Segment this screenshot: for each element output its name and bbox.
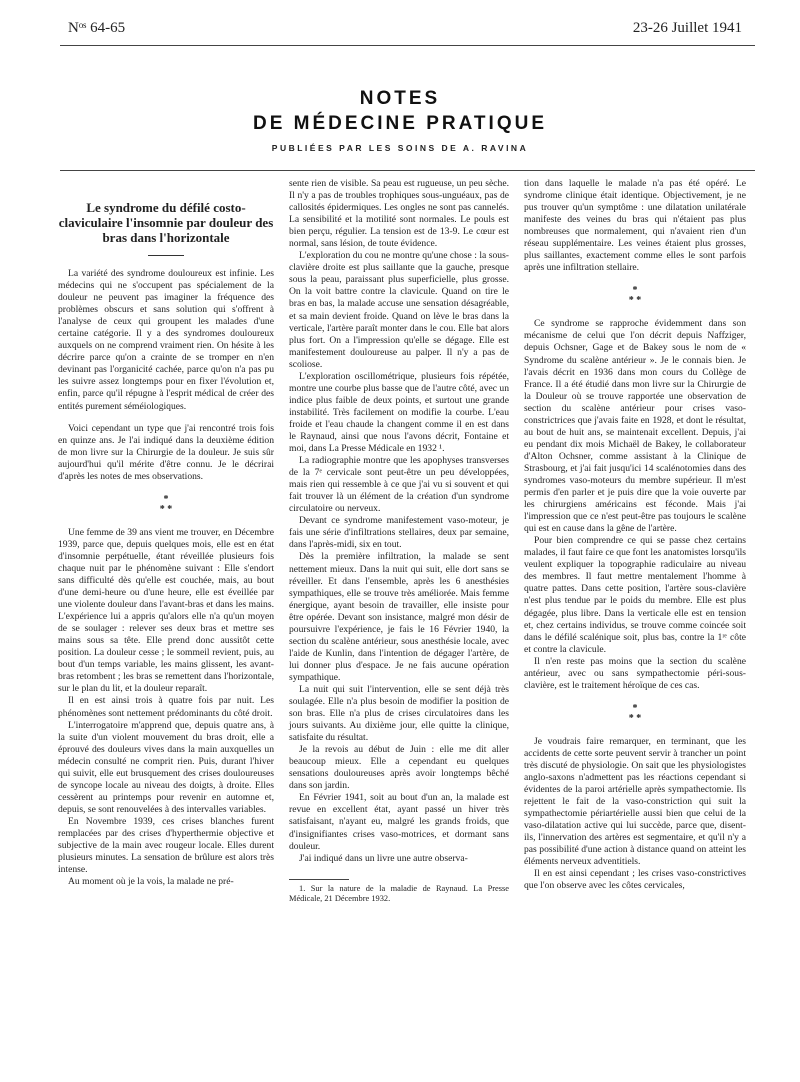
paragraph: Une femme de 39 ans vient me trouver, en Décembre 1939, parce que, depuis quelques mois, elle est en état d'insomnie perpétuelle, étant réveillée plusieurs fois chaque nuit par le phénomène suivant : Elle s'endort sans difficulté dès qu'elle est couchée, mais, au bout d'une demi-heure ou d'une heure, elle est éveillée par une violente douleur dans l'avant-bras et dans les mains. L'expérience lui a appris qu'alors elle n'a qu'un moyen de se soulager : relever ses deux bras et mettre ses mains sous sa tête. Elle prend donc aussitôt cette position. La douleur cesse ; le sommeil revient, puis, au bout d'un temps variable, les mains glissent, les avant-bras retombent ; les bras se remettent dans l'horizontale, sur le plan du lit, et la douleur reparaît.	[58, 526, 274, 695]
paragraph: Il en est ainsi trois à quatre fois par nuit. Les phénomènes sont nettement prédominants du côté droit.	[58, 695, 274, 719]
paragraph: Je voudrais faire remarquer, en terminant, que les accidents de cette sorte peuvent servir à trancher un point très discuté de physiologie. On sait que les physiologistes anglo-saxons n'admettent pas les réactions cependant si évidentes de la paroi artérielle après sympathectomie. Ils rejettent le fait de la vaso-constriction qui suit la sympathectomie périartérielle aussi bien que celui de la vaso-dilatation active qui lui succède, parce que, disent-ils, l'innervation des artères est segmentaire, et qu'il n'y a pas possibilité d'une action à distance quand on atteint les éléments nerveux adventitiels.	[524, 735, 746, 868]
paragraph: sente rien de visible. Sa peau est rugueuse, un peu sèche. Il n'y a pas de troubles trophiques sous-unguéaux, pas de callosités épidermiques. Les ongles ne sont pas cannelés. La sensibilité et la motilité sont normales. Le pouls est bien perçu, régulier. La tension est de 13-9. Le cœur est normal, sans lésion, de toute évidence.	[289, 178, 509, 250]
paragraph: La radiographie montre que les apophyses transverses de la 7ᵉ cervicale sont peut-être un peu développées, mais rien qui ressemble à ce que j'ai vu si souvent et qui fait trouver là un élément de la création d'un syndrome circulatoire ou nerveux.	[289, 455, 509, 515]
paragraph: L'exploration oscillométrique, plusieurs fois répétée, montre une courbe plus basse que de l'autre côté, avec un indice plus faible de deux points, et surtout une grande instabilité. Très facilement on modifie la courbe. L'eau froide et l'eau chaude la changent comme il en est dans le Raynaud, ainsi que nous l'avons décrit, Fontaine et moi, dans La Presse Médicale en 1932 ¹.	[289, 370, 509, 455]
section-subtitle: PUBLIÉES PAR LES SOINS DE A. RAVINA	[271, 143, 529, 153]
paragraph: La nuit qui suit l'intervention, elle se sent déjà très soulagée. Elle n'a plus besoin de modifier la position de son bras. Elle n'a plus de crises circulatoires dans les jours suivants. Au dixième jour, elle quitte la clinique, satisfaite du résultat.	[289, 683, 509, 744]
paragraph: tion dans laquelle le malade n'a pas été opéré. Le syndrome clinique était identique. Objectivement, je ne pus trouver qu'un symptôme : une dilatation unilatérale manifeste des veines du bras qui n'étaient pas plus nombreuses que normalement, qui n'avaient rien d'un réseau supplémentaire. Les veines étaient plus grosses, plus saillantes, exactement comme elles le sont parfois après une infiltration stellaire.	[524, 178, 746, 274]
paragraph: L'interrogatoire m'apprend que, depuis quatre ans, à la suite d'un violent mouvement du bras droit, elle a éprouvé des douleurs vives dans la main auxquelles un médecin consulté ne comprit rien. Puis, durant l'hiver qui suivit, elle eut brusquement des crises douloureuses de syncope locale au niveau des doigts, à droite. Elles cessèrent au printemps pour revenir en automne et, depuis, se sont renouvelées à des intervalles variables.	[58, 719, 274, 815]
column-2	[289, 178, 509, 904]
section-separator: * * *	[628, 702, 642, 724]
paragraph: En Février 1941, soit au bout d'un an, la malade est revue en excellent état, ayant passé un hiver très satisfaisant, n'ayant eu, malgré les grands froids, que d'insignifiantes crises vaso-motrices, et dormant sans douleur.	[289, 792, 509, 852]
section-separator: * * *	[628, 285, 642, 307]
column-1	[58, 178, 274, 888]
paragraph: Dès la première infiltration, la malade se sent nettement mieux. Dans la nuit qui suit, elle dort sans se réveiller. Et dans l'ensemble, après les 6 anesthésies sympathiques, elle se trouve très améliorée. Mais femme énergique, ayant besoin de travailler, elle insiste pour être opérée. Devant son insistance, malgré mon désir de poursuivre l'expérience, je fais le 16 Février 1940, la section du scalène antérieur, sous anesthésie locale, avec l'aide de Kunlin, dans l'intention de dégager l'artère, de lui donner plus d'espace. Je ne fais aucune opération sympathique.	[289, 551, 509, 683]
header-rule	[60, 45, 755, 46]
paragraph: Je la revois au début de Juin : elle me dit aller beaucoup mieux. Elle a cependant eu quelques sensations douloureuses après avoir longtemps bêché dans son jardin.	[289, 744, 509, 792]
paragraph: En Novembre 1939, ces crises blanches furent remplacées par des crises d'hyperthermie objective et subjective de la main avec rougeur locale. Elles durent plusieurs minutes. La sensation de brûlure est alors très intense.	[58, 815, 274, 876]
issue-number: Nᵒˢ 64-65	[68, 20, 126, 36]
paragraph: Ce syndrome se rapproche évidemment dans son mécanisme de celui que l'on décrit depuis Naffziger, depuis Ochsner, Gage et de Bakey sous le nom de « Syndrome du scalène antérieur ». Je le connais bien. Je l'avais décrit en 1936 dans mon cours du Collège de France. Il a été étudié dans mon livre sur la Chirurgie de la Douleur où se trouve rapportée une observation de section du scalène antérieur pour crises vaso-constrictrices que j'avais faite en 1928, et dont le résultat, au bout de huit ans, se maintenait excellent. Depuis, j'ai eu pendant dix mois Michaël de Bakey, le collaborateur d'Alton Ochsner, comme assistant à la Clinique de Strasbourg, et j'ai fait jusqu'ici 14 scalénotomies dans des syndromes vaso-moteurs du membre supérieur. Il m'est permis d'en parler et je puis dire que la voie ouverte par les chirurgiens américains est féconde. Mais j'ai l'impression que ce n'est peut-être pas toujours le scalène qui est en cause dans la gêne de l'artère.	[524, 318, 746, 535]
paragraph: J'ai indiqué dans un livre une autre observa-	[299, 852, 468, 864]
paragraph: Voici cependant un type que j'ai rencontré trois fois en quinze ans. Je l'ai indiqué dans la deuxième édition de mon livre sur la Chirurgie de la douleur. Je suis sûr aujourd'hui qu'il mérite d'être connu. Je le décrirai d'après les notes de mes observations.	[58, 422, 274, 482]
title-underline	[148, 255, 184, 256]
paragraph: Il en est ainsi cependant ; les crises vaso-constrictives que l'on observe avec les côtes cervicales,	[524, 868, 746, 892]
paragraph: Il n'en reste pas moins que la section du scalène antérieur, avec ou sans sympathectomie péri-sous-clavière, est le traitement héroïque de ces cas.	[524, 655, 746, 691]
section-title-line2: DE MÉDECINE PRATIQUE	[252, 113, 547, 134]
section-rule	[60, 170, 755, 171]
article-title: Le syndrome du défilé costo-claviculaire l'insomnie par douleur des bras dans l'horizontale	[58, 200, 274, 245]
paragraph: L'exploration du cou ne montre qu'une chose : la sous-clavière droite est plus saillante que la gauche, presque sous la peau, paraissant plus superficielle, plus grosse. On la voit battre contre la clavicule. Quand on tire le bras en bas, la malade accuse une sensation désagréable, et sa main devient froide. Quand on lève le bras dans la verticale, l'artère paraît monter dans le cou. Elle bat alors plus fort. On a l'impression qu'elle se dégage. Elle est manifestement douloureuse au palper. Il n'y a pas de scoliose.	[289, 250, 509, 370]
footnote-rule	[289, 879, 349, 880]
column-3	[524, 178, 746, 892]
paragraph: La variété des syndrome douloureux est infinie. Les médecins qui ne s'occupent pas spécialement de la douleur ne peuvent pas imaginer la fréquence des problèmes obscurs et sans solution qui s'offrent à l'analyse de ceux qui groupent les malades d'une certaine catégorie. Il y a des syndromes douloureux auxquels on ne comprend vraiment rien. On hésite à les décrire parce qu'on a crainte de se tromper en n'en devinant pas l'organicité cachée, parce qu'on n'a pas pu les suivre assez longtemps pour en fixer l'évolution et, enfin, parce qu'il répugne à l'esprit médical de créer des entités purement séméiologiques.	[58, 268, 274, 412]
section-separator: * * *	[159, 493, 173, 515]
section-title: NOTES	[359, 88, 441, 109]
paragraph: Devant ce syndrome manifestement vaso-moteur, je fais une série d'infiltrations stellaires, deux par semaine, dans l'après-midi, six en tout.	[289, 515, 509, 551]
footnote: 1. Sur la nature de la maladie de Raynaud. La Presse Médicale, 21 Décembre 1932.	[289, 883, 509, 903]
paragraph: Au moment où je la vois, la malade ne pré-	[68, 876, 234, 888]
paragraph: Pour bien comprendre ce qui se passe chez certains malades, il faut faire ce que font les anatomistes lorsqu'ils veulent expliquer la topographie radiculaire au niveau des membres. Il faut mettre mentalement l'homme à quatre pattes. Dans cette position, l'artère sous-clavière n'est plus tendue par le poids du membre. Elle est plus dégagée, plus libre. Dans la verticale elle est en tension et, chez certains individus, se trouve comme coincée soit dans le défilé scalénique soit, plus bas, contre la 1ʳᵉ côte et contre la clavicule.	[524, 535, 746, 655]
issue-date: 23-26 Juillet 1941	[632, 20, 742, 36]
